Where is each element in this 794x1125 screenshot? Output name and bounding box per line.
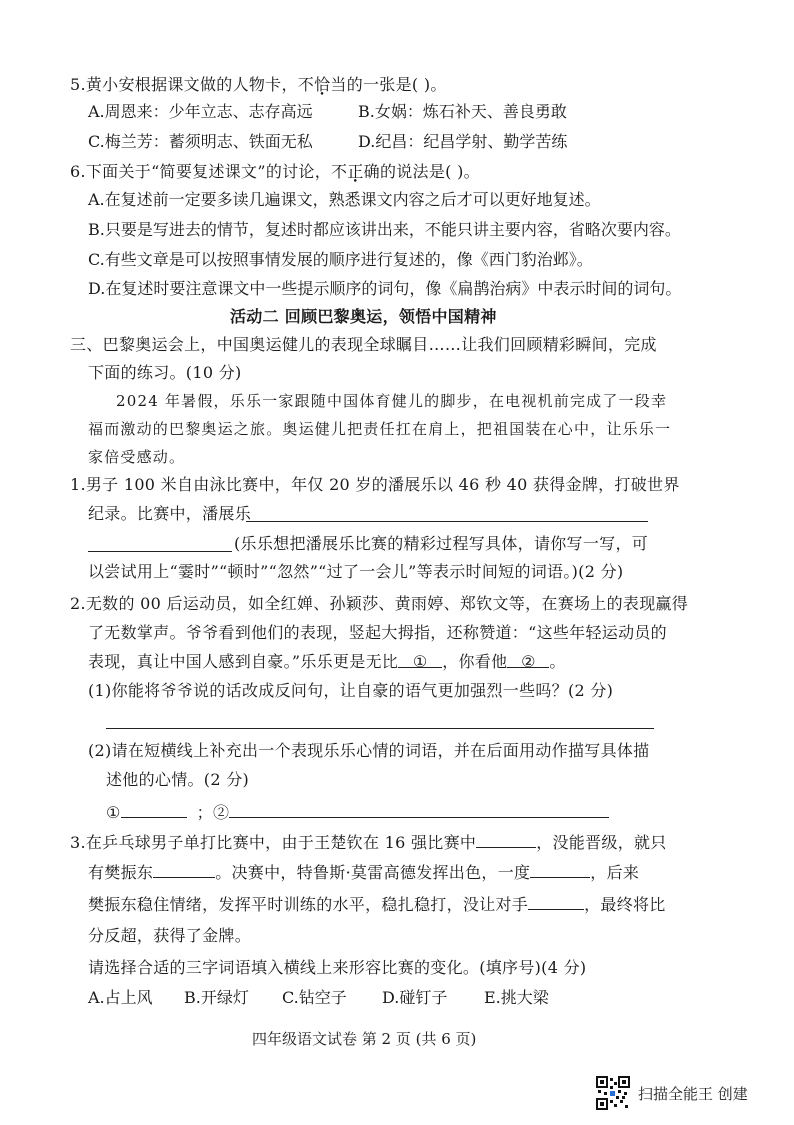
q3-option-b: B.开绿灯 bbox=[184, 988, 249, 1007]
intro-line-3: 家倍受感动。 bbox=[88, 448, 186, 466]
q2-line-3-text: 表现，真让中国人感到自豪。”乐乐更是无比 bbox=[88, 652, 399, 671]
q6-stem-end: 的说法是( )。 bbox=[379, 162, 480, 181]
q3-option-a: A.占上风 bbox=[88, 988, 153, 1007]
q2-line-3 bbox=[88, 651, 566, 673]
q5-option-b: B.女娲：炼石补天、善良勇敢 bbox=[358, 102, 567, 121]
q2-answer-blank-1[interactable] bbox=[121, 801, 187, 818]
q3-instruction: 请选择合适的三字词语填入横线上来形容比赛的变化。(填序号)(4 分) bbox=[88, 958, 587, 977]
q3-line-2-end: ，后来 bbox=[590, 863, 640, 882]
section3-heading-2: 下面的练习。(10 分) bbox=[88, 363, 242, 382]
intro-line-2: 福而激动的巴黎奥运之旅。奥运健儿把责任扛在肩上，把祖国装在心中，让乐乐一 bbox=[88, 420, 672, 438]
q3-blank-4[interactable] bbox=[528, 893, 584, 910]
intro-line-1: 2024 年暑假，乐乐一家跟随中国体育健儿的脚步，在电视机前完成了一段幸 bbox=[116, 392, 668, 410]
q3-line-2 bbox=[88, 861, 639, 884]
qr-code-icon bbox=[596, 1076, 630, 1110]
q5-emphasis: 不恰当 bbox=[297, 75, 347, 94]
q3-line-3-text: 樊振东稳住情绪，发挥平时训练的水平，稳扎稳打，没让对手 bbox=[88, 895, 529, 914]
q6-stem bbox=[70, 161, 480, 183]
q3-line-2-text: 有樊振东 bbox=[88, 863, 154, 882]
scanner-watermark bbox=[596, 1076, 748, 1110]
q6-option-d: D.在复述时要注意课文中一些提示顺序的词句，像《扁鹊治病》中表示时间的词句。 bbox=[88, 279, 682, 298]
q3-line-1-end: ，没能晋级，就只 bbox=[536, 833, 667, 852]
watermark-text: 扫描全能王 创建 bbox=[638, 1084, 748, 1103]
q2-blank-1[interactable] bbox=[398, 651, 442, 671]
q2-sub-2b: 述他的心情。(2 分) bbox=[106, 770, 250, 789]
q5-stem-text: 5.黄小安根据课文做的人物卡， bbox=[70, 75, 298, 94]
q6-option-a: A.在复述前一定要多读几遍课文，熟悉课文内容之后才可以更好地复述。 bbox=[88, 190, 601, 209]
q2-sub-2a: (2)请在短横线上补充出一个表现乐乐心情的词语，并在后面用动作描写具体描 bbox=[88, 741, 650, 760]
q5-option-d: D.纪昌：纪昌学射、勤学苦练 bbox=[358, 132, 568, 151]
q6-stem-text: 6.下面关于“简要复述课文”的讨论， bbox=[70, 162, 332, 181]
q3-line-3 bbox=[88, 893, 666, 916]
q2-answer-mark-1: ① bbox=[106, 803, 121, 822]
activity-title: 活动二 回顾巴黎奥运，领悟中国精神 bbox=[230, 307, 497, 326]
q6-option-c: C.有些文章是可以按照事情发展的顺序进行复述的，像《西门豹治邺》。 bbox=[88, 250, 593, 269]
q3-blank-3[interactable] bbox=[530, 861, 590, 878]
q2-sub-1: (1)你能将爷爷说的话改成反问句，让自豪的语气更加强烈一些吗？(2 分) bbox=[88, 681, 614, 700]
page-footer: 四年级语文试卷 第 2 页 (共 6 页) bbox=[252, 1030, 477, 1048]
q3-line-4: 分反超，获得了金牌。 bbox=[88, 926, 252, 945]
q2-mark-1: ① bbox=[412, 652, 428, 671]
q5-stem-end: 的一张是( )。 bbox=[346, 75, 447, 94]
q6-option-b: B.只要是写进去的情节，复述时都应该讲出来，不能只讲主要内容，省略次要内容。 bbox=[88, 220, 681, 239]
q3-line-3-end: ，最终将比 bbox=[584, 895, 666, 914]
q3-option-c: C.钻空子 bbox=[282, 988, 347, 1007]
q3-line-1-text: 3.在乒乓球男子单打比赛中，由于王楚钦在 16 强比赛中 bbox=[70, 833, 477, 852]
q3-option-d: D.碰钉子 bbox=[382, 988, 448, 1007]
q2-answer-mark-2: ；② bbox=[196, 803, 230, 822]
q2-blank-2[interactable] bbox=[507, 651, 549, 671]
q1-line-4: 以尝试用上“霎时”“顿时”“忽然”“过了一会儿”等表示时间短的词语。)(2 分) bbox=[88, 562, 624, 581]
q1-line-1: 1.男子 100 米自由泳比赛中，年仅 20 岁的潘展乐以 46 秒 40 获得金牌，打破世界 bbox=[70, 475, 680, 494]
q2-line-3-end: 。 bbox=[549, 652, 566, 671]
q2-sub-1-answer-line[interactable] bbox=[106, 728, 654, 729]
q5-stem bbox=[70, 74, 447, 96]
q5-option-c: C.梅兰芳：蓄须明志、铁面无私 bbox=[88, 132, 313, 151]
q1-line-3: (乐乐想把潘展乐比赛的精彩过程写具体，请你写一写，可 bbox=[234, 534, 649, 553]
q2-mark-2: ② bbox=[521, 652, 536, 671]
q3-blank-1[interactable] bbox=[476, 831, 536, 848]
q3-option-e: E.挑大梁 bbox=[484, 988, 549, 1007]
q3-line-2-mid: 。决赛中，特鲁斯·莫雷高德发挥出色，一度 bbox=[215, 863, 531, 882]
q2-sub-2-answer bbox=[106, 801, 609, 824]
q5-option-a: A.周恩来：少年立志、志存高远 bbox=[88, 102, 313, 121]
q2-line-1: 2.无数的 00 后运动员，如全红婵、孙颖莎、黄雨婷、郑钦文等，在赛场上的表现赢得 bbox=[70, 594, 689, 613]
q2-line-2: 了无数掌声。爷爷看到他们的表现，竖起大拇指，还称赞道：“这些年轻运动员的 bbox=[88, 623, 667, 642]
q1-answer-line-1[interactable] bbox=[246, 521, 648, 522]
q2-line-3-mid: ，你看他 bbox=[442, 652, 508, 671]
q6-emphasis: 不正确 bbox=[331, 162, 380, 181]
q1-answer-line-2[interactable] bbox=[88, 551, 232, 552]
q1-line-2: 纪录。比赛中，潘展乐 bbox=[88, 504, 252, 523]
q3-blank-2[interactable] bbox=[153, 861, 215, 878]
q2-answer-blank-2[interactable] bbox=[229, 801, 609, 818]
section3-heading-1: 三、巴黎奥运会上，中国奥运健儿的表现全球瞩目……让我们回顾精彩瞬间，完成 bbox=[70, 335, 657, 354]
q3-line-1 bbox=[70, 831, 667, 854]
